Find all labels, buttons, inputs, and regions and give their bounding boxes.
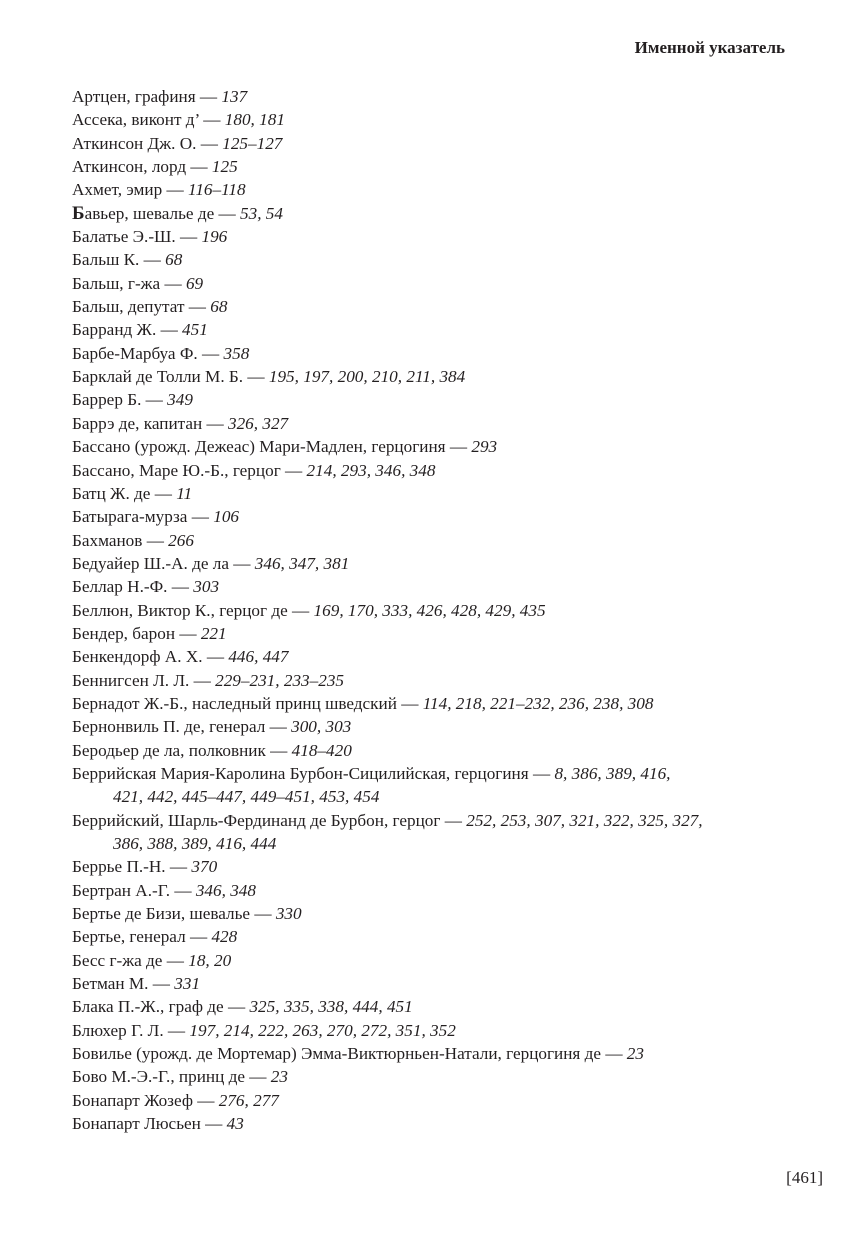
entry-pages: 446, 447	[228, 647, 289, 667]
entry-pages: 349	[167, 390, 193, 410]
entry-name: Беррийский, Шарль-Фердинанд де Бурбон, герцог	[72, 810, 441, 830]
entry-dash: —	[440, 810, 467, 830]
entry-dash: —	[250, 904, 276, 924]
entry-dash: —	[175, 227, 202, 247]
entry-dash: —	[162, 180, 188, 200]
index-entry	[72, 459, 832, 482]
entry-pages: 106	[213, 507, 239, 527]
entry-name: Балатье Э.-Ш.	[72, 227, 176, 247]
entry-name: Беррье П.-Н.	[72, 857, 166, 877]
entry-pages: 197, 214, 222, 263, 270, 272, 351, 352	[189, 1020, 456, 1040]
entry-dash: —	[175, 623, 201, 643]
entry-pages: 276, 277	[218, 1090, 279, 1110]
entry-pages: 68	[210, 297, 228, 317]
index-entry	[72, 902, 832, 925]
entry-name: Бедуайер Ш.-А. де ла	[72, 553, 229, 573]
entry-pages: 43	[226, 1114, 244, 1134]
entry-name: Беллюн, Виктор К., герцог де	[72, 600, 288, 620]
entry-pages: 326, 327	[227, 413, 289, 433]
entry-name: Барбе-Марбуа Ф.	[72, 343, 198, 363]
entry-name: Беллар Н.-Ф.	[72, 577, 168, 597]
entry-dash: —	[163, 1020, 190, 1040]
index-entry	[72, 575, 832, 598]
entry-pages: 125	[211, 157, 238, 177]
entry-pages: 370	[191, 857, 218, 877]
name-index-list	[72, 85, 832, 1135]
index-entry	[72, 715, 832, 738]
entry-dash: —	[196, 133, 223, 153]
entry-name: Бонапарт Жозеф	[72, 1090, 193, 1110]
entry-dash: —	[198, 110, 225, 130]
entry-pages: 68	[165, 250, 183, 270]
entry-pages: 229–231, 233–235	[215, 670, 344, 690]
index-entry	[72, 202, 832, 225]
entry-dash: —	[200, 1114, 227, 1134]
entry-dash: —	[167, 577, 194, 597]
entry-name: Бенкендорф А. Х.	[72, 647, 203, 667]
entry-dash: —	[139, 250, 166, 270]
entry-pages: 293	[471, 437, 498, 457]
index-entry	[72, 925, 832, 948]
entry-dash: —	[601, 1044, 627, 1064]
index-entry	[72, 435, 832, 458]
entry-name: Бетман М.	[72, 974, 149, 994]
entry-pages: 196	[201, 227, 228, 247]
entry-pages: 214, 293, 346, 348	[306, 460, 436, 480]
entry-dash: —	[202, 647, 229, 667]
index-entry	[72, 692, 832, 715]
entry-dash: —	[228, 553, 255, 573]
entry-name: Аткинсон Дж. О.	[72, 133, 197, 153]
entry-dash: —	[170, 880, 196, 900]
entry-pages: 346, 347, 381	[254, 553, 350, 573]
entry-name: Блюхер Г. Л.	[72, 1020, 164, 1040]
index-entry	[72, 248, 832, 271]
entry-name: Бертран А.-Г.	[72, 880, 171, 900]
entry-pages: 11	[176, 483, 193, 503]
index-entry	[72, 178, 832, 201]
entry-dash: —	[186, 157, 212, 177]
entry-dash: —	[192, 1090, 219, 1110]
index-entry	[72, 342, 832, 365]
entry-dash: —	[287, 600, 314, 620]
entry-dash: —	[184, 297, 211, 317]
entry-pages-continued: 421, 442, 445–447, 449–451, 453, 454	[113, 787, 380, 807]
entry-dash: —	[202, 413, 228, 433]
index-entry	[72, 1019, 832, 1042]
entry-name: Блака П.-Ж., граф де	[72, 997, 224, 1017]
entry-pages: 125–127	[222, 133, 283, 153]
entry-dash: —	[223, 997, 250, 1017]
index-entry	[72, 1065, 832, 1088]
entry-dash: —	[197, 343, 224, 363]
entry-dash: —	[141, 390, 168, 410]
entry-pages: 18, 20	[188, 950, 232, 970]
entry-name: Бесс г-жа де	[72, 950, 163, 970]
index-entry	[72, 995, 832, 1018]
entry-name: Бернонвиль П. де, генерал	[72, 717, 266, 737]
index-entry	[72, 365, 832, 388]
entry-dash: —	[280, 460, 307, 480]
entry-name: Аткинсон, лорд	[72, 157, 187, 177]
index-entry	[72, 949, 832, 972]
index-entry	[72, 482, 832, 505]
entry-pages: 303	[193, 577, 220, 597]
running-title: Именной указатель	[634, 38, 785, 57]
entry-name: Барклай де Толли М. Б.	[72, 367, 244, 387]
entry-pages: 169, 170, 333, 426, 428, 429, 435	[313, 600, 546, 620]
index-entry	[72, 669, 832, 692]
entry-pages: 180, 181	[224, 110, 285, 130]
entry-name: Баррэ де, капитан	[72, 413, 203, 433]
entry-name: Бертье, генерал	[72, 927, 186, 947]
index-entry	[72, 622, 832, 645]
index-entry	[72, 1112, 832, 1135]
entry-dash: —	[165, 857, 192, 877]
entry-name: Бальш, г-жа	[72, 273, 161, 293]
entry-name: Бернадот Ж.-Б., наследный принц шведский	[72, 693, 397, 713]
entry-dash: —	[445, 437, 472, 457]
entry-name: Бальш К.	[72, 250, 140, 270]
entry-pages: 300, 303	[291, 717, 352, 737]
entry-dash: —	[243, 367, 269, 387]
index-entry	[72, 272, 832, 295]
index-entry	[72, 1089, 832, 1112]
entry-dash: —	[244, 1067, 271, 1087]
index-entry	[72, 972, 832, 995]
entry-pages: 69	[185, 273, 204, 293]
index-entry	[72, 318, 832, 341]
index-entry	[72, 645, 832, 668]
index-entry	[72, 762, 832, 785]
entry-name: Артцен, графиня	[72, 87, 196, 106]
entry-name: Баррер Б.	[72, 390, 142, 410]
entry-dash: —	[187, 507, 214, 527]
entry-pages: 221	[200, 623, 227, 643]
index-entry	[72, 1042, 832, 1065]
entry-dash: —	[162, 950, 189, 970]
index-entry	[72, 599, 832, 622]
entry-pages: 346, 348	[195, 880, 256, 900]
entry-name: Бальш, депутат	[72, 297, 185, 317]
page-number: [461]	[786, 1168, 823, 1187]
entry-pages: 114, 218, 221–232, 236, 238, 308	[422, 693, 654, 713]
index-entry	[72, 388, 832, 411]
entry-name: Бассано, Маре Ю.-Б., герцог	[72, 460, 281, 480]
entry-pages: 266	[168, 530, 194, 550]
entry-name: Бонапарт Люсьен	[72, 1114, 201, 1134]
entry-pages: 116–118	[188, 180, 246, 200]
entry-pages: 331	[174, 974, 201, 994]
entry-pages: 23	[270, 1067, 288, 1087]
entry-name: Бассано (урожд. Дежеас) Мари-Мадлен, герцогиня	[72, 437, 446, 457]
entry-name: Ахмет, эмир	[72, 180, 163, 200]
index-entry	[72, 155, 832, 178]
entry-dash: —	[148, 974, 175, 994]
index-entry	[72, 108, 832, 131]
entry-pages: 195, 197, 200, 210, 211, 384	[268, 367, 466, 387]
index-entry	[72, 225, 832, 248]
index-entry	[72, 552, 832, 575]
index-entry	[72, 739, 832, 762]
entry-dash: —	[160, 273, 186, 293]
index-entry	[72, 132, 832, 155]
entry-dash: —	[265, 717, 292, 737]
index-entry	[72, 529, 832, 552]
index-entry	[72, 855, 832, 878]
entry-pages-continued: 386, 388, 389, 416, 444	[113, 834, 277, 853]
entry-name: Бовилье (урожд. де Мортемар) Эмма-Виктюрньен-Натали, герцогиня де	[72, 1044, 602, 1064]
entry-pages: 418–420	[291, 740, 352, 760]
index-entry	[72, 879, 832, 902]
entry-dash: —	[156, 320, 183, 340]
entry-dash: —	[214, 203, 240, 223]
entry-dash: —	[150, 483, 177, 503]
entry-name: Беннигсен Л. Л.	[72, 670, 190, 690]
entry-dash: —	[142, 530, 169, 550]
entry-name: Ассека, виконт д’	[72, 110, 199, 130]
entry-pages: 137	[221, 87, 248, 106]
entry-pages: 8, 386, 389, 416,	[554, 763, 671, 783]
index-entry	[72, 85, 832, 108]
entry-dash: —	[195, 87, 222, 106]
index-entry	[72, 505, 832, 528]
entry-name: Бертье де Бизи, шевалье	[72, 904, 251, 924]
entry-name: Бово М.-Э.-Г., принц де	[72, 1067, 245, 1087]
entry-dash: —	[528, 763, 555, 783]
entry-name: Батц Ж. де	[72, 483, 151, 503]
entry-name: авьер, шевалье де	[84, 203, 215, 223]
index-entry	[72, 412, 832, 435]
entry-pages: 330	[275, 904, 302, 924]
entry-name: Беродьер де ла, полковник	[72, 740, 266, 760]
entry-name: Беррийская Мария-Каролина Бурбон-Сицилийская, герцогиня	[72, 763, 529, 783]
entry-dash: —	[185, 927, 212, 947]
entry-name: Бендер, барон	[72, 623, 176, 643]
entry-pages: 53, 54	[240, 203, 283, 223]
section-initial-letter: Б	[72, 202, 85, 224]
entry-pages: 325, 335, 338, 444, 451	[249, 997, 413, 1017]
entry-pages: 252, 253, 307, 321, 322, 325, 327,	[466, 810, 703, 830]
entry-pages: 428	[211, 927, 238, 947]
index-entry	[72, 809, 832, 832]
entry-pages: 451	[182, 320, 208, 340]
entry-name: Барранд Ж.	[72, 320, 157, 340]
index-entry	[72, 295, 832, 318]
entry-pages: 358	[223, 343, 250, 363]
entry-pages: 23	[626, 1044, 644, 1064]
entry-name: Батырага-мурза	[72, 507, 188, 527]
entry-dash: —	[265, 740, 292, 760]
entry-dash: —	[396, 693, 423, 713]
entry-dash: —	[189, 670, 216, 690]
entry-name: Бахманов	[72, 530, 143, 550]
